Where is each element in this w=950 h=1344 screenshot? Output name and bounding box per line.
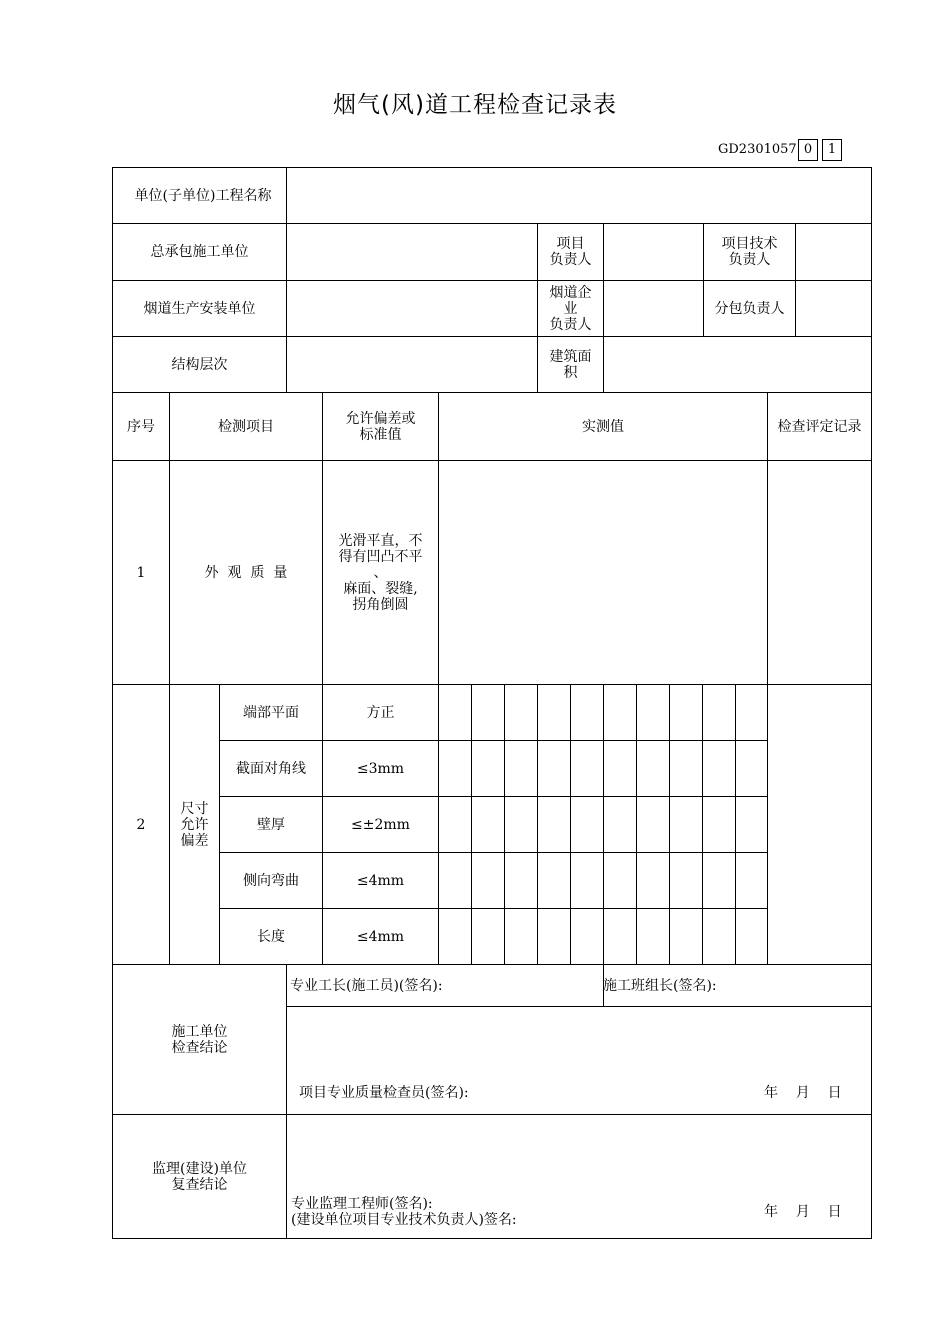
structure-level-label: 结构层次: [171, 356, 228, 373]
row1-measured-field[interactable]: [439, 461, 767, 684]
sub-item-name: 壁厚: [257, 816, 285, 833]
project-tech-leader-label: 项目技术 负责人: [721, 236, 778, 268]
sub-item-standard: ≤4mm: [356, 928, 405, 945]
code-box-1[interactable]: 0: [798, 139, 818, 161]
construction-conclusion-label: 施工单位 检查结论: [171, 1023, 228, 1056]
row2-record-field[interactable]: [768, 685, 871, 964]
sub-item-standard: ≤±2mm: [351, 816, 410, 833]
flue-installer-label: 烟道生产安装单位: [143, 300, 256, 317]
quality-inspector-signature-label: 项目专业质量检查员(签名):: [299, 1085, 469, 1101]
supervision-engineer-signature-label: 专业监理工程师(签名): (建设单位项目专业技术负责人)签名:: [291, 1196, 517, 1228]
row1-item: 外 观 质 量: [204, 564, 288, 581]
structure-level-field[interactable]: [287, 337, 537, 392]
general-contractor-label: 总承包施工单位: [150, 244, 249, 260]
col-seq-header: 序号: [127, 418, 155, 435]
building-area-field[interactable]: [604, 337, 871, 392]
sub-item-standard: ≤3mm: [356, 760, 405, 777]
construction-date: 年 月 日: [764, 1085, 842, 1101]
project-leader-label: 项目 负责人: [549, 236, 592, 268]
supervision-date: 年 月 日: [764, 1204, 842, 1220]
document-code: GD2301057: [718, 142, 797, 157]
col-measured-header: 实测值: [582, 418, 624, 435]
col-item-header: 检测项目: [218, 418, 274, 435]
row1-standard: 光滑平直，不 得有凹凸不平 、 麻面、裂缝, 拐角倒圆: [338, 532, 423, 613]
sub-item-name: 端部平面: [243, 704, 299, 721]
supervision-conclusion-label: 监理(建设)单位 复查结论: [152, 1160, 247, 1193]
team-leader-signature-label: 施工班组长(签名):: [603, 978, 717, 994]
sub-item-name: 截面对角线: [236, 760, 306, 777]
row1-record-field[interactable]: [768, 461, 871, 684]
code-box-2[interactable]: 1: [822, 139, 842, 161]
unit-name-field[interactable]: [287, 168, 871, 223]
sub-leader-label: 分包负责人: [714, 300, 785, 317]
project-tech-leader-field[interactable]: [796, 224, 871, 280]
flue-company-leader-field[interactable]: [604, 281, 703, 336]
foreman-signature-label: 专业工长(施工员)(签名):: [290, 978, 443, 994]
building-area-label: 建筑面 积: [549, 348, 592, 381]
col-record-header: 检查评定记录: [777, 418, 862, 435]
sub-leader-field[interactable]: [796, 281, 871, 336]
inspection-table: [112, 167, 872, 1239]
sub-item-name: 长度: [257, 928, 285, 945]
col-tolerance-header: 允许偏差或 标准值: [345, 410, 416, 443]
sub-item-standard: 方正: [366, 704, 395, 721]
flue-company-leader-label: 烟道企 业 负责人: [549, 284, 592, 333]
page-title: 烟气(风)道工程检查记录表: [333, 92, 617, 118]
sub-item-standard: ≤4mm: [356, 872, 405, 889]
row2-seq: 2: [136, 816, 146, 833]
project-leader-field[interactable]: [604, 224, 703, 280]
flue-installer-field[interactable]: [287, 281, 537, 336]
sub-item-name: 侧向弯曲: [243, 872, 299, 889]
row2-group: 尺寸 允许 偏差: [180, 800, 209, 849]
row1-seq: 1: [136, 564, 146, 581]
unit-name-label: 单位(子单位)工程名称: [134, 187, 272, 204]
general-contractor-field[interactable]: [287, 224, 537, 280]
